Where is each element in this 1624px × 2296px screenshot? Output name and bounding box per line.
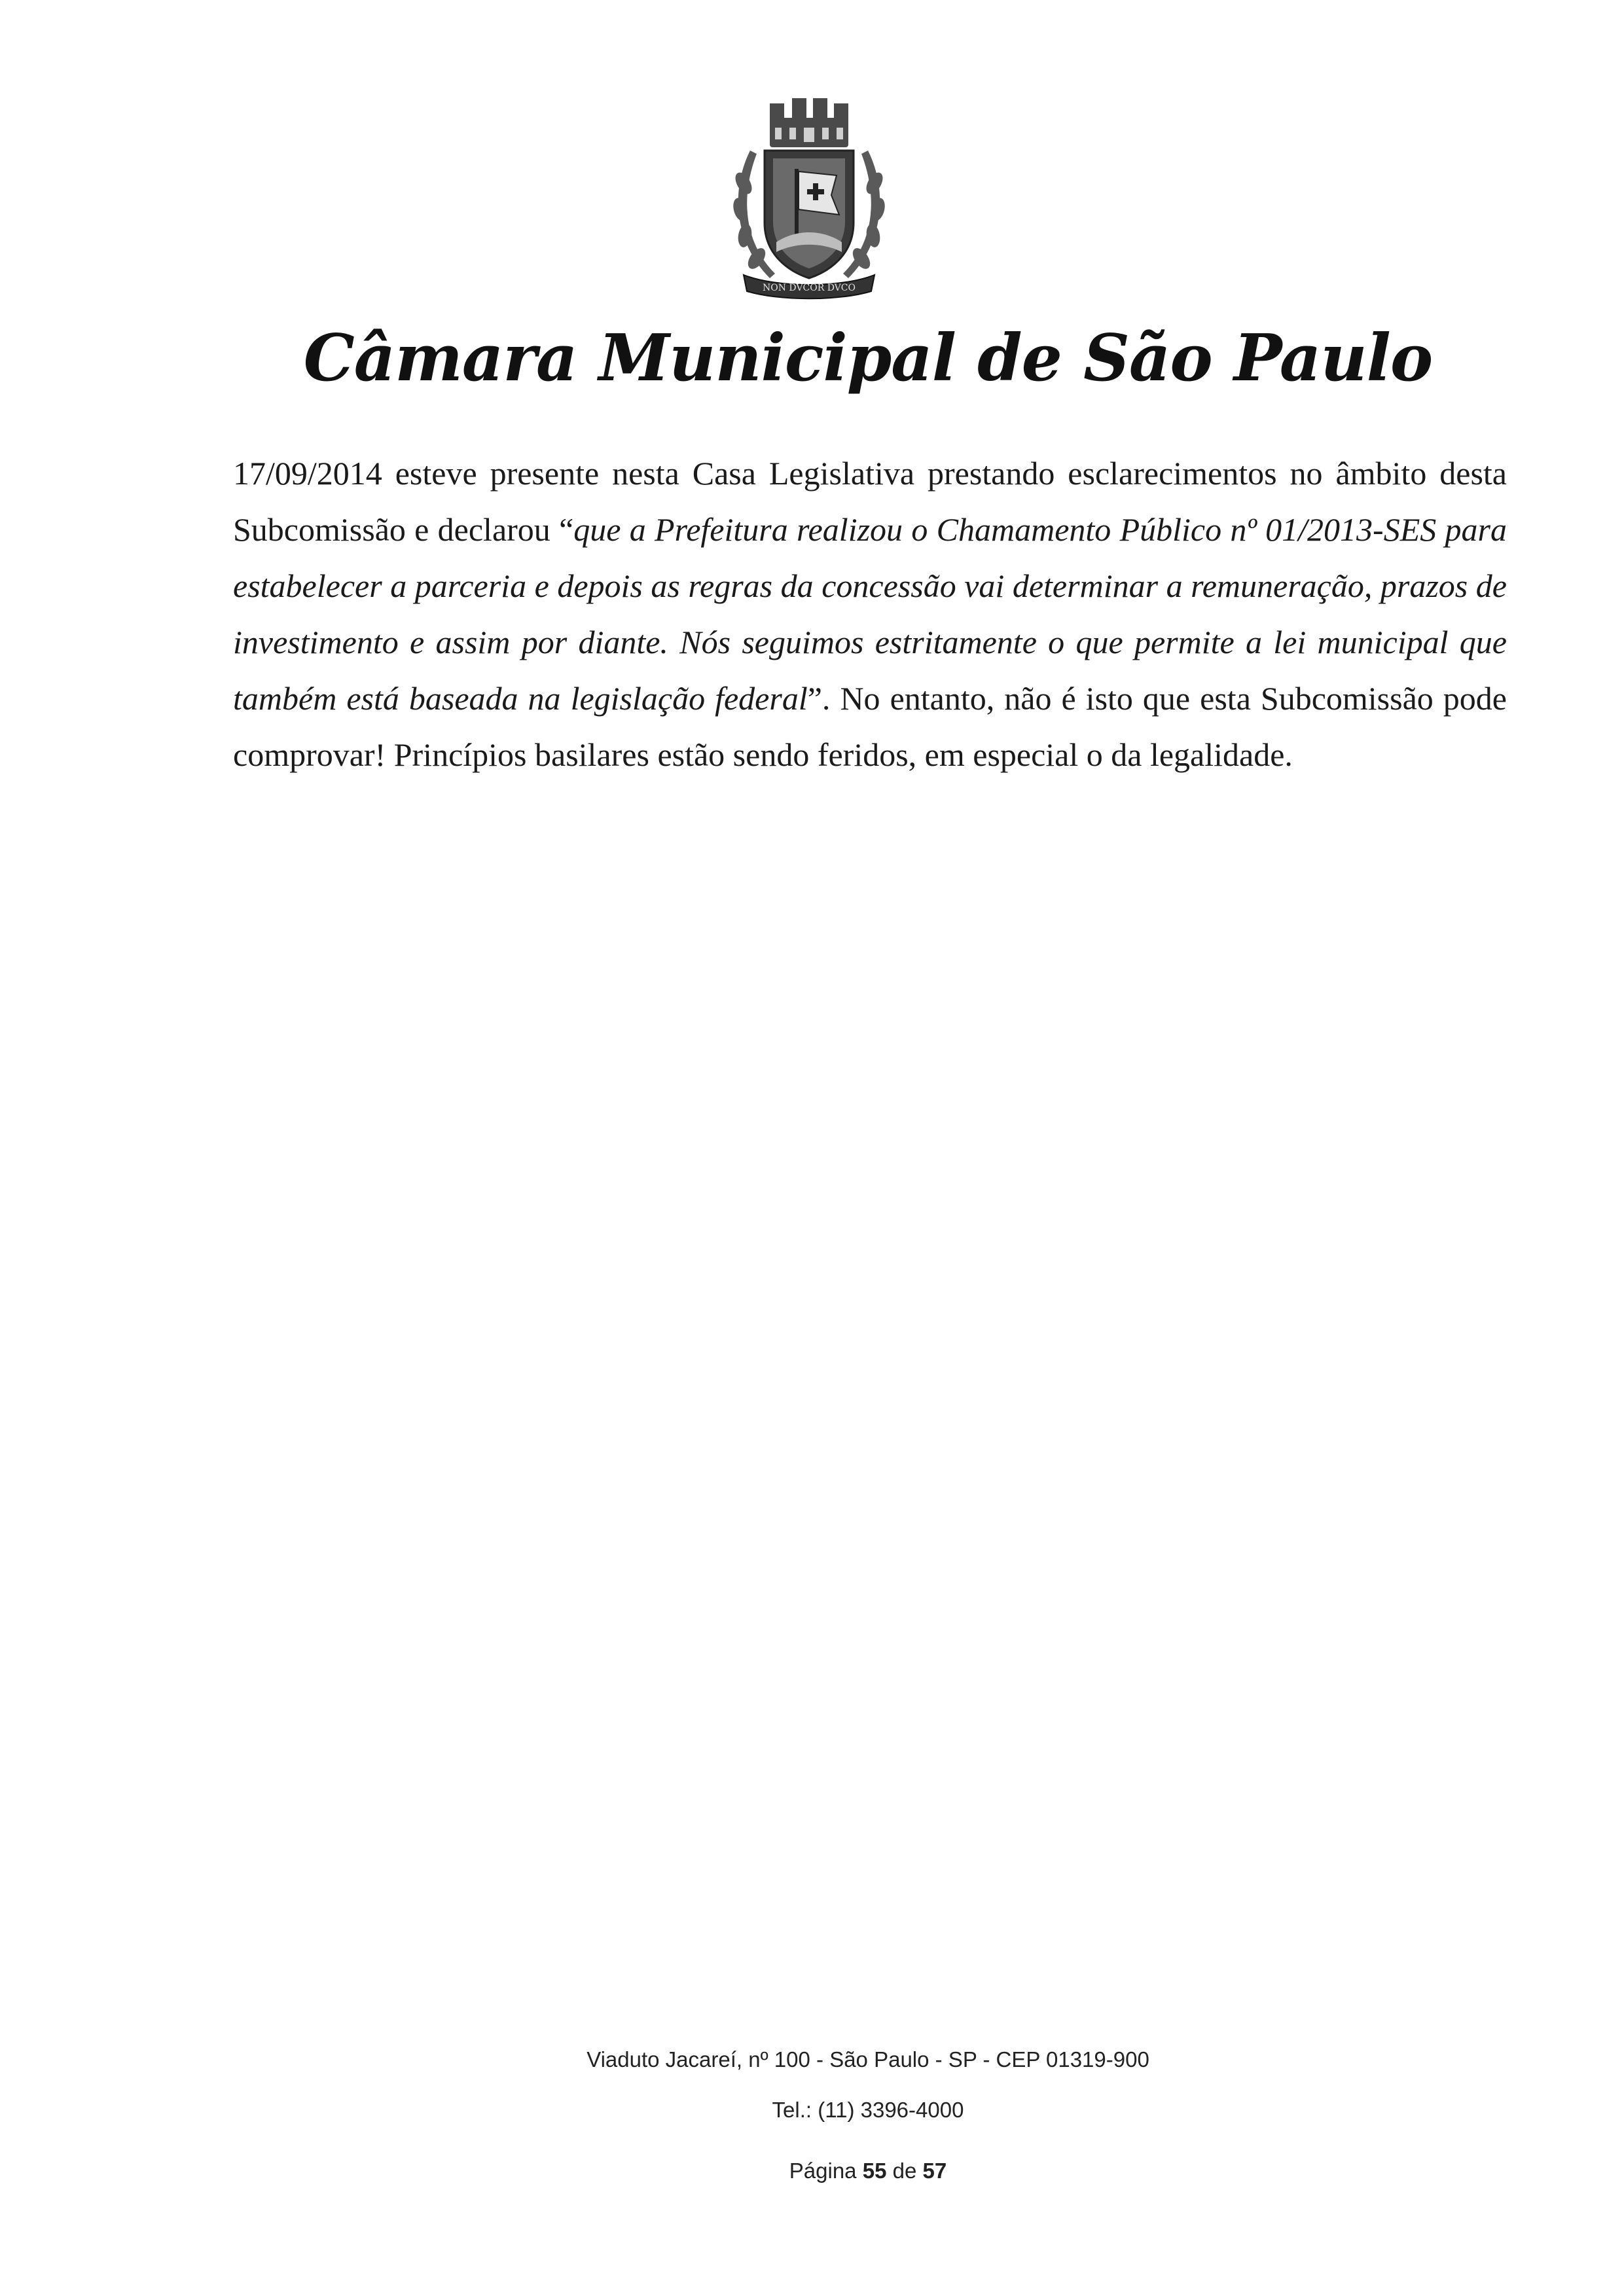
quoted-statement: que a Prefeitura realizou o Chamamento Público nº 01/2013-SES para estabelecer a parceria e depois as regras da concessão vai determinar a remuneração, prazos de investimento e assim por diante. Nós seguimos estritamente o que permite a lei municipal que também está baseada na legislação federal (233, 511, 1507, 717)
page-total: 57 (922, 2159, 947, 2183)
page-header-title: Câmara Municipal de São Paulo (303, 321, 1433, 396)
page-prefix: Página (789, 2159, 857, 2183)
footer-page-number (0, 2159, 1624, 2183)
footer-address: Viaduto Jacareí, nº 100 - São Paulo - SP - CEP 01319-900 (586, 2047, 1149, 2072)
footer-phone: Tel.: (11) 3396-4000 (772, 2098, 964, 2122)
body-paragraph (233, 445, 1507, 783)
paragraph-end-text: ”. No entanto, não é isto que esta Subcomissão pode comprovar! Princípios basilares estão sendo feridos, em especial o da legalidade. (233, 680, 1507, 773)
paragraph-start-text: 17/09/2014 esteve presente nesta Casa Legislativa prestando esclarecimentos no âmbito desta Subcomissão e declarou “ (233, 455, 1507, 548)
page-current: 55 (862, 2159, 887, 2183)
sao-paulo-coat-of-arms-icon (724, 92, 894, 301)
page-separator: de (892, 2159, 917, 2183)
crest-motto-text: NON DVCOR DVCO (763, 283, 856, 293)
